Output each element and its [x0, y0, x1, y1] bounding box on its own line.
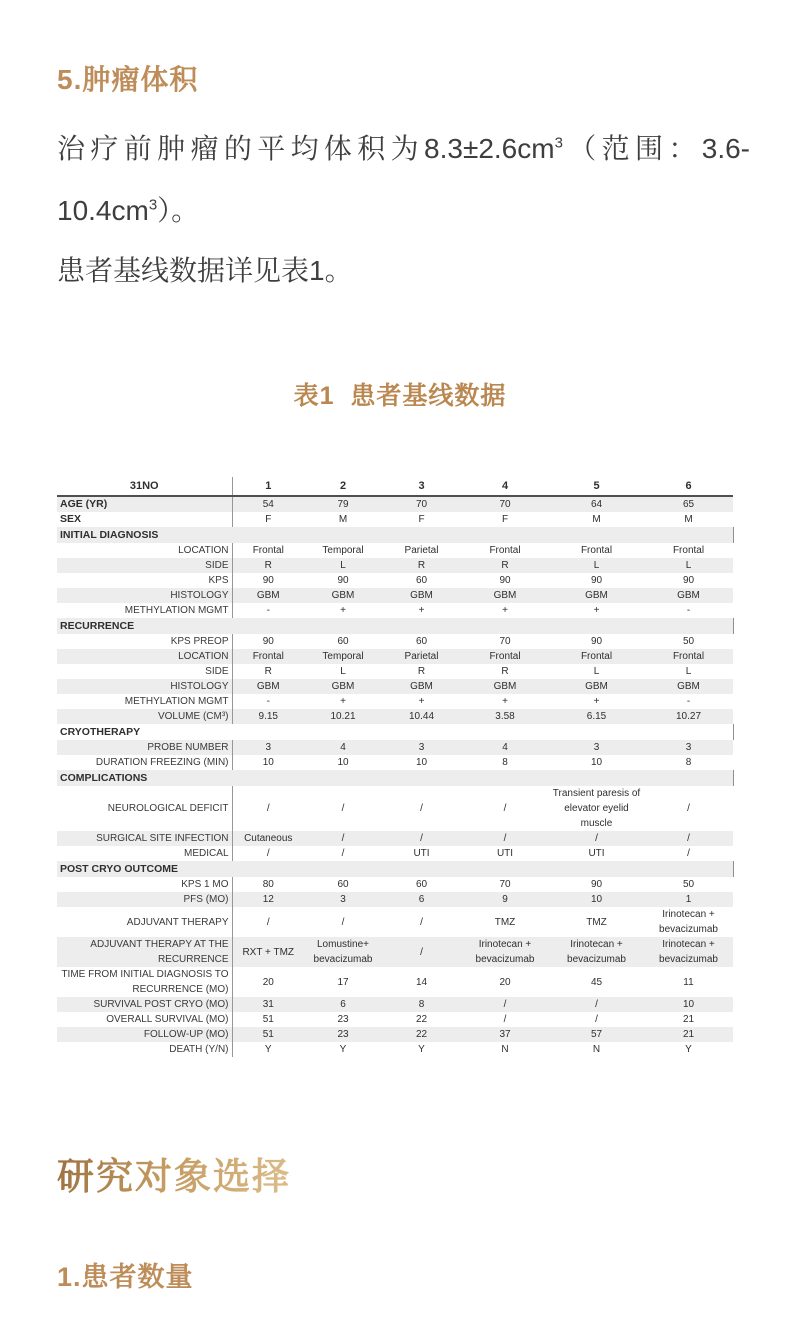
table-cell: /: [232, 846, 304, 861]
row-label: DEATH (Y/N): [169, 1044, 229, 1055]
table-cell: /: [549, 831, 644, 846]
row-label: HISTOLOGY: [57, 679, 232, 694]
table-cell: 9: [461, 892, 549, 907]
table-cell: F: [501, 514, 509, 525]
table-cell: N: [592, 1044, 601, 1055]
table-cell: Frontal: [489, 545, 521, 556]
row-label: PROBE NUMBER: [57, 740, 232, 755]
row-label: METHYLATION MGMT: [124, 696, 229, 707]
table-cell: 3: [382, 740, 461, 755]
table-cell: 10: [590, 757, 603, 768]
table-cell: Frontal: [644, 649, 733, 664]
table-row: [57, 877, 733, 892]
table-title: 表1 患者基线数据: [293, 382, 507, 410]
superscript-3: 3: [554, 134, 563, 152]
table-cell: 57: [549, 1027, 644, 1042]
table-cell: Frontal: [232, 543, 304, 558]
table-cell: 10: [549, 892, 644, 907]
row-label: HISTOLOGY: [57, 588, 232, 603]
table-cell: +: [593, 605, 600, 616]
table-cell: Cutaneous: [232, 831, 304, 846]
table-cell: 5: [549, 477, 644, 496]
table-cell: /: [503, 1014, 507, 1025]
table-cell: GBM: [461, 588, 549, 603]
table-cell: GBM: [549, 679, 644, 694]
table-cell: UTI: [496, 848, 514, 859]
table-cell: 6: [304, 997, 382, 1012]
table-cell: 1: [232, 477, 304, 496]
table-cell: 3.58: [461, 709, 549, 724]
table-cell: R: [501, 666, 509, 677]
table-cell: 6.15: [549, 709, 644, 724]
table-cell: 22: [415, 1014, 428, 1025]
row-label: KPS: [208, 575, 229, 586]
table-cell: RXT + TMZ: [232, 937, 304, 967]
table-cell: 10: [644, 997, 733, 1012]
table-row: [57, 740, 733, 755]
section-label: CRYOTHERAPY: [57, 724, 733, 740]
row-label: SIDE: [57, 558, 232, 573]
table-cell: +: [502, 696, 508, 707]
table-row: [57, 1027, 733, 1042]
row-label: DURATION FREEZING (MIN): [95, 757, 229, 768]
row-label: VOLUME (CM³): [57, 709, 232, 724]
paragraph-text: （范围：3.6-10.4cm: [57, 133, 751, 226]
row-label: NEUROLOGICAL DEFICIT: [107, 803, 229, 814]
table-row: [57, 831, 733, 846]
section-heading-tumor-volume: 5.肿瘤体积: [57, 64, 199, 95]
table-cell: 20: [232, 967, 304, 997]
table-cell: /: [461, 997, 549, 1012]
table-cell: +: [593, 696, 600, 707]
table-cell: 65: [644, 496, 733, 512]
table-section-row: [57, 861, 733, 877]
table-cell: Frontal: [461, 649, 549, 664]
row-label: ADJUVANT THERAPY: [126, 916, 229, 928]
table-cell: 10.21: [304, 709, 382, 724]
table-cell: 3: [549, 740, 644, 755]
table-cell: 8: [382, 997, 461, 1012]
row-label: KPS 1 MO: [181, 879, 229, 890]
paragraph-text: ）。: [157, 195, 200, 226]
table-row: [57, 997, 733, 1012]
table-cell: 6: [644, 477, 733, 496]
table-cell: M: [338, 514, 348, 525]
table-cell: 4: [461, 740, 549, 755]
row-label: METHYLATION MGMT: [124, 605, 229, 616]
table-cell: TMZ: [586, 916, 607, 928]
table-cell: 4: [461, 477, 549, 496]
table-cell: R: [417, 666, 426, 677]
table-cell: GBM: [549, 588, 644, 603]
table-cell: /: [341, 848, 345, 859]
table-cell: 90: [232, 634, 304, 649]
table-cell: R: [382, 558, 461, 573]
table-cell: GBM: [461, 679, 549, 694]
table-row: [57, 786, 733, 831]
table-cell: +: [418, 696, 425, 707]
table-cell: Transient paresis of elevator eyelid muscle: [552, 788, 641, 829]
table-cell: Y: [418, 1044, 425, 1055]
section-label: INITIAL DIAGNOSIS: [57, 527, 733, 543]
paragraph-tumor-volume: [57, 118, 750, 242]
table-cell: Parietal: [382, 649, 461, 664]
table-cell: 1: [644, 892, 733, 907]
table-cell: 3: [382, 477, 461, 496]
table-cell: Frontal: [549, 649, 644, 664]
row-label: MEDICAL: [184, 848, 229, 859]
table-cell: 6: [382, 892, 461, 907]
row-label: ADJUVANT THERAPY AT THE RECURRENCE: [57, 937, 232, 967]
table-cell: 20: [499, 976, 511, 988]
table-cell: N: [501, 1044, 509, 1055]
table-cell: GBM: [232, 679, 304, 694]
table-cell: 70: [499, 636, 511, 647]
table-cell: 90: [590, 575, 603, 586]
table-row: [57, 543, 733, 558]
table-row: [57, 1012, 733, 1027]
table-cell: /: [644, 831, 733, 846]
table-cell: Parietal: [404, 545, 439, 556]
table-row: [57, 937, 733, 967]
table-cell: /: [549, 997, 644, 1012]
row-label: KPS PREOP: [170, 636, 229, 647]
table-row: [57, 588, 733, 603]
table-cell: TMZ: [494, 916, 516, 928]
table-cell: L: [593, 666, 600, 677]
table-cell: Irinotecan + bevacizumab: [461, 937, 549, 967]
row-label: SURGICAL SITE INFECTION: [57, 831, 232, 846]
table-cell: 10.44: [382, 709, 461, 724]
table-cell: /: [382, 937, 461, 967]
table-row: [57, 907, 733, 937]
table-cell: 60: [415, 879, 428, 890]
table-cell: +: [340, 696, 346, 707]
table-row: [57, 558, 733, 573]
row-label: PFS (MO): [57, 892, 232, 907]
table-cell: GBM: [304, 588, 382, 603]
table-cell: /: [503, 803, 507, 814]
table-section-row: [57, 724, 733, 740]
table-cell: 90: [499, 575, 511, 586]
table-cell: Frontal: [232, 649, 304, 664]
table-cell: 50: [682, 879, 695, 890]
table-cell: Y: [339, 1044, 347, 1055]
table-cell: 70: [461, 496, 549, 512]
table-cell: /: [304, 831, 382, 846]
superscript-3: 3: [148, 196, 158, 214]
table-cell: 2: [304, 477, 382, 496]
table-cell: GBM: [644, 679, 733, 694]
table-cell: 31: [232, 997, 304, 1012]
table-cell: /: [420, 916, 423, 928]
table-cell: Frontal: [580, 545, 613, 556]
table-cell: 14: [415, 976, 428, 988]
table-cell: Temporal: [322, 545, 364, 556]
table-cell: L: [304, 558, 382, 573]
table-row: [57, 1042, 733, 1057]
table-cell: 23: [304, 1027, 382, 1042]
table-cell: L: [549, 558, 644, 573]
row-label: FOLLOW-UP (MO): [57, 1027, 232, 1042]
patient-baseline-table: [57, 477, 734, 1057]
table-cell: 22: [382, 1027, 461, 1042]
table-cell: L: [685, 666, 692, 677]
table-cell: 60: [415, 575, 428, 586]
table-cell: /: [461, 831, 549, 846]
table-cell: 60: [415, 636, 428, 647]
table-cell: 8: [502, 757, 508, 768]
table-cell: +: [502, 605, 508, 616]
table-cell: GBM: [644, 588, 733, 603]
table-cell: Irinotecan + bevacizumab: [644, 937, 733, 967]
table-cell: 51: [232, 1012, 304, 1027]
table-cell: GBM: [382, 588, 461, 603]
table-cell: Y: [232, 1042, 304, 1057]
table-cell: 4: [304, 740, 382, 755]
table-cell: Irinotecan + bevacizumab: [549, 937, 644, 967]
table-section-row: [57, 770, 733, 786]
table-cell: 54: [232, 496, 304, 512]
table-row: [57, 755, 733, 770]
table-row: [57, 664, 733, 679]
table-cell: 11: [683, 976, 694, 988]
table-row: [57, 512, 733, 527]
table-cell: /: [341, 803, 345, 814]
table-cell: /: [232, 786, 304, 831]
table-row: [57, 573, 733, 588]
table-cell: -: [686, 696, 691, 707]
table-cell: GBM: [304, 679, 382, 694]
section-label: POST CRYO OUTCOME: [57, 861, 733, 877]
table-row: [57, 892, 733, 907]
table-cell: /: [687, 803, 690, 814]
table-cell: 51: [232, 1027, 304, 1042]
table-cell: Temporal: [304, 649, 382, 664]
table-cell: +: [340, 605, 346, 616]
table-cell: 90: [590, 636, 603, 647]
table-cell: /: [420, 803, 423, 814]
table-cell: 9.15: [232, 709, 304, 724]
row-label: OVERALL SURVIVAL (MO): [106, 1014, 229, 1025]
table-cell: L: [644, 558, 733, 573]
row-label: LOCATION: [57, 649, 232, 664]
table-cell: /: [232, 907, 304, 937]
table-section-row: [57, 618, 733, 634]
table-cell: 80: [232, 877, 304, 892]
heading-patient-count: 1.患者数量: [57, 1262, 194, 1292]
table-cell: 60: [337, 636, 349, 647]
table-cell: -: [232, 603, 304, 618]
row-label: 31NO: [57, 477, 232, 496]
table-cell: /: [687, 848, 690, 859]
row-label: TIME FROM INITIAL DIAGNOSIS TO RECURRENCE (MO): [61, 969, 229, 995]
table-cell: 3: [644, 740, 733, 755]
table-row: [57, 649, 733, 664]
table-row: [57, 694, 733, 709]
table-cell: -: [686, 605, 691, 616]
table-cell: Y: [685, 1044, 692, 1055]
row-label: LOCATION: [178, 545, 229, 556]
table-cell: L: [340, 666, 346, 677]
table-cell: /: [382, 831, 461, 846]
table-row: [57, 709, 733, 724]
table-row: [57, 603, 733, 618]
table-cell: +: [418, 605, 425, 616]
table-cell: R: [232, 558, 304, 573]
table-cell: 64: [549, 496, 644, 512]
table-cell: GBM: [232, 588, 304, 603]
heading-study-selection: 研究对象选择: [57, 1146, 291, 1200]
table-cell: F: [418, 514, 425, 525]
table-cell: 70: [499, 879, 511, 890]
table-cell: 3: [304, 892, 382, 907]
paragraph-baseline-ref: 患者基线数据详见表1。: [57, 255, 353, 286]
table-cell: Frontal: [672, 545, 705, 556]
table-cell: 12: [232, 892, 304, 907]
table-cell: Lomustine+ bevacizumab: [304, 937, 382, 967]
table-cell: 79: [304, 496, 382, 512]
table-cell: 50: [682, 636, 695, 647]
table-cell: 90: [590, 879, 603, 890]
row-label: SIDE: [205, 666, 229, 677]
table-cell: 10.27: [644, 709, 733, 724]
section-label: RECURRENCE: [57, 618, 733, 634]
table-cell: UTI: [413, 848, 430, 859]
table-section-row: [57, 527, 733, 543]
table-row: [57, 496, 733, 512]
table-row: [57, 634, 733, 649]
row-label: SURVIVAL POST CRYO (MO): [57, 997, 232, 1012]
table-cell: 70: [382, 496, 461, 512]
baseline-table: [57, 477, 733, 1057]
table-cell: M: [592, 514, 601, 525]
row-label: AGE (YR): [57, 496, 232, 512]
table-row: [57, 967, 733, 997]
table-cell: 90: [682, 575, 695, 586]
table-cell: 17: [337, 976, 349, 988]
table-cell: 90: [337, 575, 349, 586]
table-cell: -: [232, 694, 304, 709]
table-row: [57, 846, 733, 861]
table-row: [57, 679, 733, 694]
table-cell: 21: [644, 1027, 733, 1042]
table-cell: 45: [590, 976, 603, 988]
paragraph-text: 治疗前肿瘤的平均体积为8.3±2.6cm: [57, 133, 555, 164]
table-cell: 21: [682, 1014, 695, 1025]
table-cell: GBM: [382, 679, 461, 694]
table-header-row: [57, 477, 733, 496]
table-cell: M: [684, 514, 693, 525]
table-cell: 8: [685, 757, 692, 768]
table-cell: 60: [337, 879, 349, 890]
table-cell: 23: [337, 1014, 349, 1025]
table-cell: UTI: [588, 848, 605, 859]
table-cell: 37: [461, 1027, 549, 1042]
table-cell: 90: [232, 573, 304, 588]
section-label: COMPLICATIONS: [57, 770, 733, 786]
table-cell: /: [341, 916, 345, 928]
table-cell: R: [232, 664, 304, 679]
table-cell: 10: [337, 757, 349, 768]
row-label: SEX: [60, 513, 82, 525]
table-cell: /: [595, 1014, 598, 1025]
table-cell: Irinotecan + bevacizumab: [659, 909, 718, 935]
table-cell: F: [232, 512, 304, 527]
table-cell: 3: [232, 740, 304, 755]
table-cell: R: [461, 558, 549, 573]
table-cell: 10: [232, 755, 304, 770]
table-cell: 10: [415, 757, 428, 768]
